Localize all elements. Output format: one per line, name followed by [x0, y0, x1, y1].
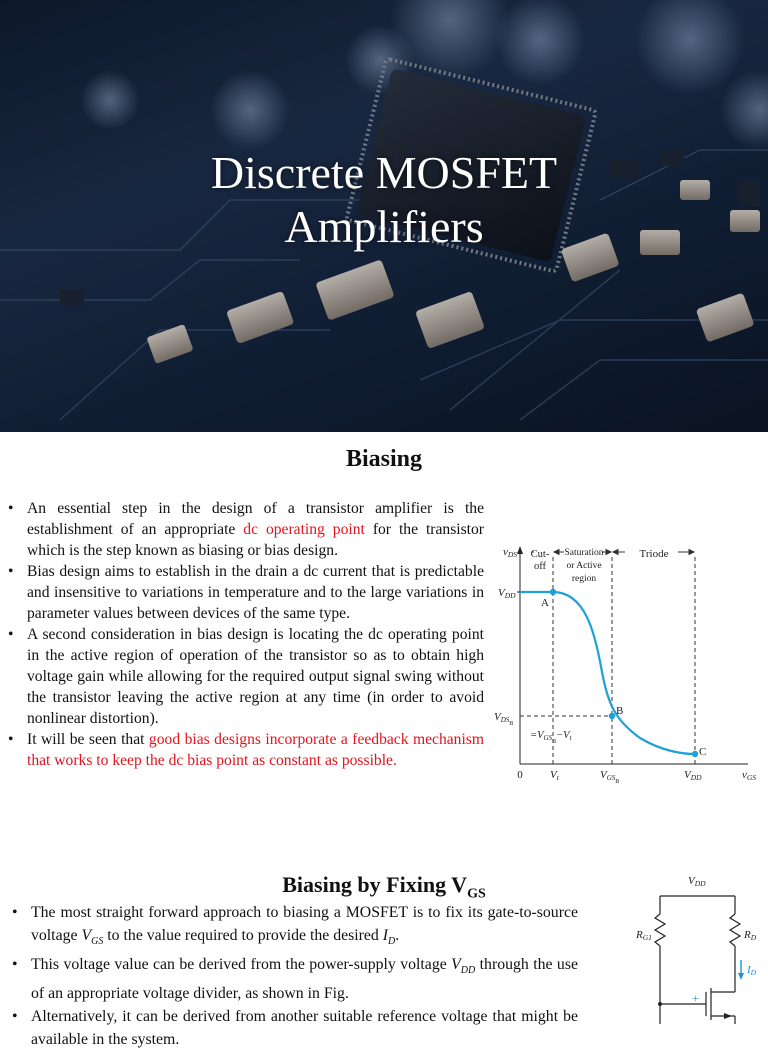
- rg1-resistor: [655, 914, 665, 946]
- fixing-vgs-slide: [0, 832, 768, 1049]
- bullet-item: • Bias design aims to establish in the drain a dc current that is predictable and insensitive to variations in temperature and to the large variations in parameter values between devices of the same type.: [6, 561, 484, 624]
- bullet-item: • It will be seen that good bias designs incorporate a feedback mechanism that works to keep the dc bias point as constant as possible.: [6, 729, 484, 771]
- highlight-text: good bias designs incorporate a feedback mechanism that works to keep the dc bias point as constant as possible.: [27, 731, 485, 769]
- voltage-divider-circuit: [620, 870, 768, 1024]
- slide-heading: Biasing: [345, 446, 423, 472]
- id-label: ID: [747, 964, 757, 977]
- vdd-y-label: VDD: [498, 587, 516, 600]
- region-saturation-line2: or Active: [566, 561, 602, 571]
- bullet-list: [6, 498, 484, 771]
- bullet-item: • An essential step in the design of a transistor amplifier is the establishment of an appropriate dc operating point for the transistor which is the step known as biasing or bias design.: [6, 498, 484, 561]
- presentation-title: [0, 146, 768, 254]
- mosfet-source-arrow: [724, 1013, 732, 1019]
- x-axis-label: vGS: [742, 769, 757, 782]
- point-c-marker: [692, 751, 698, 757]
- bullet-list: [10, 901, 578, 1051]
- vds-b-equation: $=VGS_B-Vt$: [530, 730, 572, 745]
- transfer-characteristic-figure: [490, 542, 766, 785]
- vds-b-label: $VDS_B$: [494, 711, 514, 727]
- title-line-2: Amplifiers: [284, 201, 484, 252]
- point-a-label: A: [541, 597, 549, 609]
- rd-resistor: [730, 914, 740, 946]
- point-a-marker: [550, 589, 556, 595]
- vgs-plus-sign: +: [692, 991, 699, 1005]
- point-c-label: C: [699, 746, 707, 758]
- vdd-x-label: VDD: [684, 769, 702, 782]
- biasing-slide: [0, 432, 768, 832]
- transfer-curve: [520, 592, 695, 754]
- y-axis-label: vDS: [503, 546, 518, 559]
- id-current-arrow: [738, 973, 744, 980]
- vgs-b-label: $VGS_B$: [600, 769, 620, 785]
- slide-heading: Biasing by Fixing $V_{GS}$: [282, 872, 486, 902]
- vt-label: Vt: [550, 769, 559, 782]
- bullet-item: • This voltage value can be derived from the power-supply voltage $V_{DD}$ through the use of an appropriate voltage divider, as shown in Fig.: [10, 953, 578, 1005]
- region-cutoff-line2: off: [533, 561, 547, 572]
- origin-label: 0: [517, 769, 523, 781]
- point-b-marker: [609, 713, 615, 719]
- point-b-label: B: [616, 705, 624, 717]
- region-cutoff-line1: Cut-: [530, 549, 550, 560]
- title-slide: [0, 0, 768, 432]
- bullet-item: • The most straight forward approach to biasing a MOSFET is to fix its gate-to-source voltage $V_{GS}$ to the value required to provide the desired $I_D$.: [10, 901, 578, 953]
- vdd-label: VDD: [688, 875, 706, 888]
- region-saturation-line1: Saturation: [564, 548, 604, 558]
- rd-label: RD: [744, 929, 757, 942]
- region-triode: Triode: [639, 548, 669, 560]
- title-line-1: Discrete MOSFET: [210, 147, 558, 198]
- region-saturation-line3: region: [571, 574, 597, 584]
- rg1-label: RG1: [636, 929, 652, 942]
- bullet-item: • Alternatively, it can be derived from another suitable reference voltage that might be available in the system.: [10, 1005, 578, 1051]
- y-axis-arrow: [517, 546, 523, 554]
- bullet-item: • A second consideration in bias design is locating the dc operating point in the active region of operation of the transistor so as to obtain high voltage gain while allowing for the required output signal swing without the transistor leaving the active region at any time (in order to avoid nonlinear distortion).: [6, 624, 484, 729]
- highlight-text: dc operating point: [243, 521, 365, 538]
